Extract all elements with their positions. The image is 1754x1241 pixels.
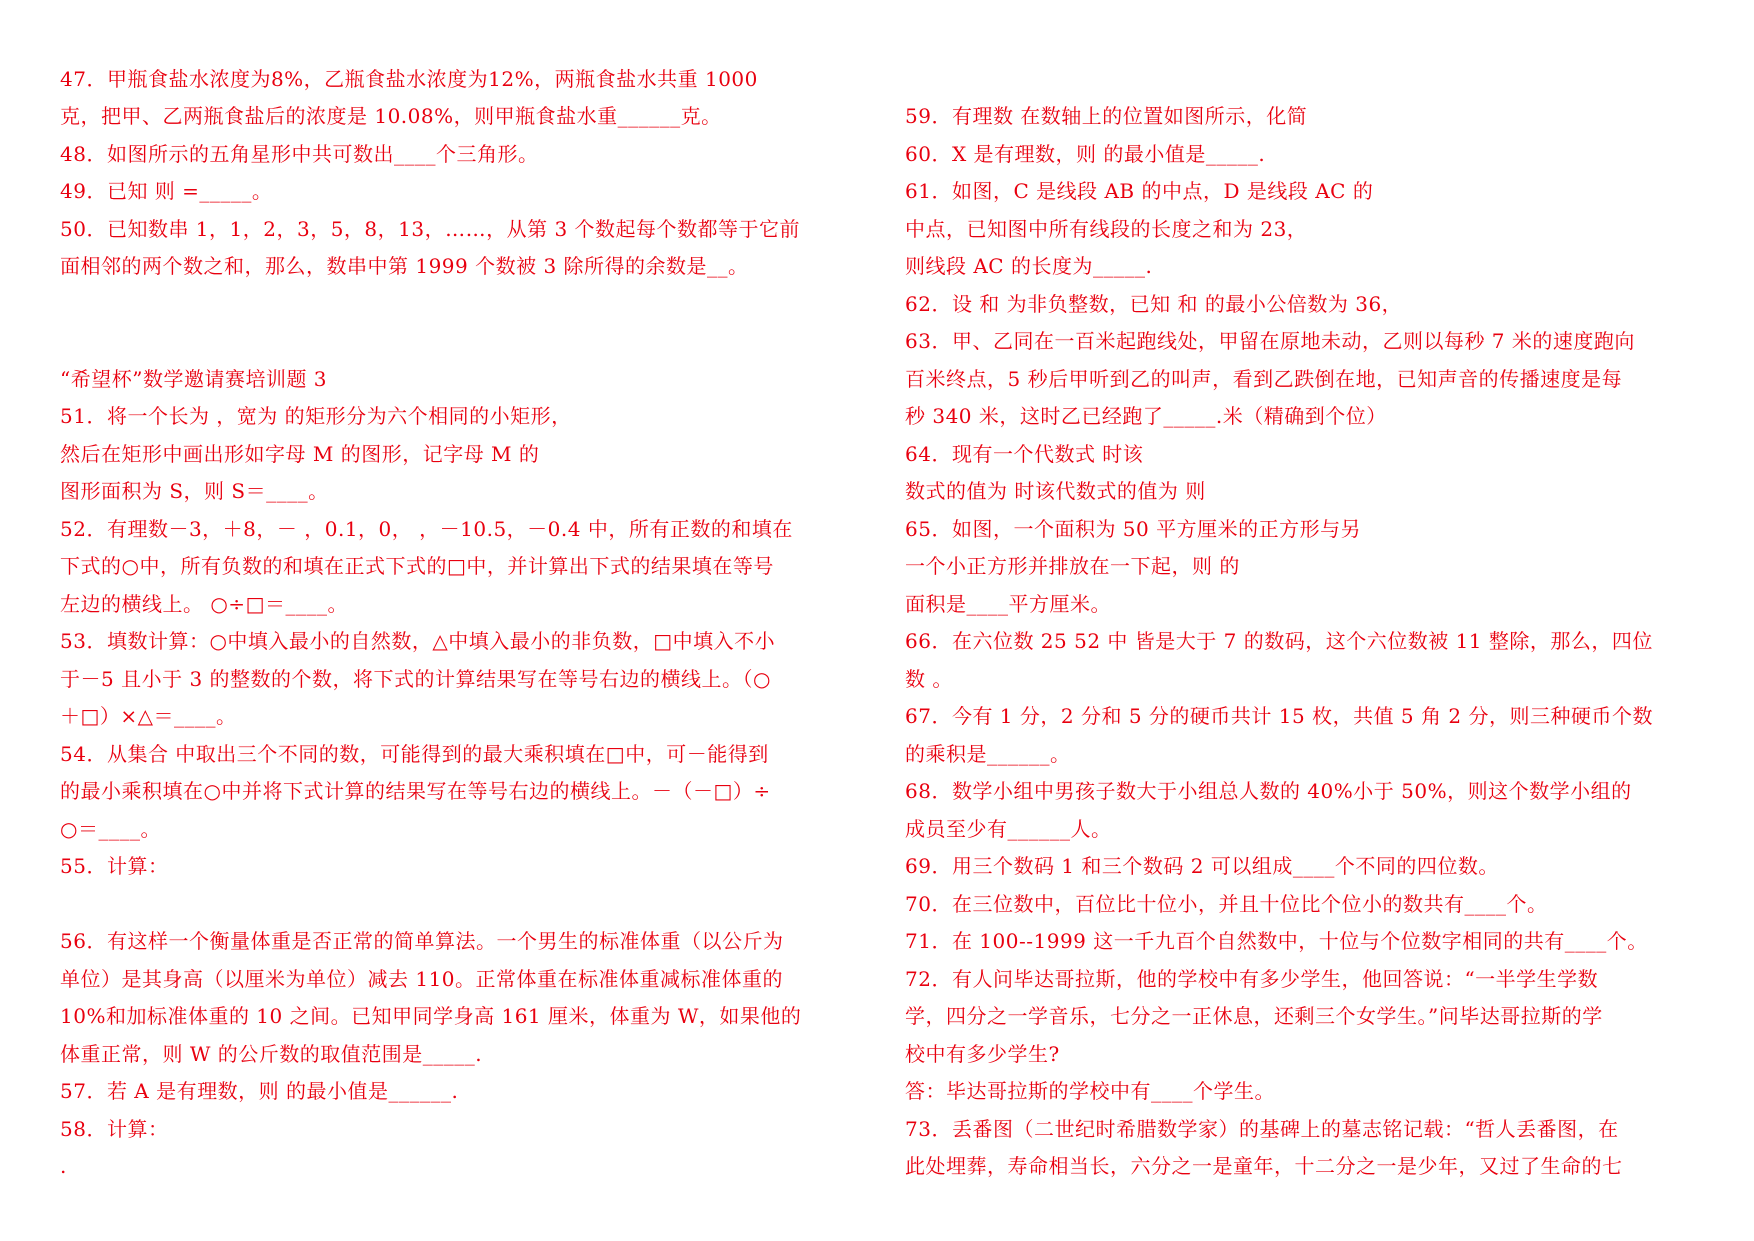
text-line: 单位）是其身高（以厘米为单位）减去 110。正常体重在标准体重减标准体重的 xyxy=(60,967,784,991)
text-line: 面相邻的两个数之和，那么，数串中第 1999 个数被 3 除所得的余数是__。 xyxy=(60,254,749,278)
text-line: 一个小正方形并排放在一下起，则 的 xyxy=(905,554,1240,578)
text-line: 55．计算： xyxy=(60,854,169,878)
text-line: 65．如图，一个面积为 50 平方厘米的正方形与另 xyxy=(905,517,1362,541)
text-line: 数式的值为 时该代数式的值为 则 xyxy=(905,479,1206,503)
text-line: 数 。 xyxy=(905,667,953,691)
text-line: 47．甲瓶食盐水浓度为8%，乙瓶食盐水浓度为12%，两瓶食盐水共重 1000 xyxy=(60,67,758,91)
text-line: 71．在 100--1999 这一千九百个自然数中，十位与个位数字相同的共有____个。 xyxy=(905,929,1648,953)
text-line: 64．现有一个代数式 时该 xyxy=(905,442,1144,466)
text-line: 50．已知数串 1，1，2，3，5，8，13，……，从第 3 个数起每个数都等于它前 xyxy=(60,217,801,241)
text-line: ○＝____。 xyxy=(60,817,161,841)
section-heading: “希望杯”数学邀请赛培训题 3 xyxy=(60,367,328,391)
text-line: 于－5 且小于 3 的整数的个数，将下式的计算结果写在等号右边的横线上。（○ xyxy=(60,667,771,691)
text-line: 49．已知 则 =_____。 xyxy=(60,179,273,203)
text-line: 然后在矩形中画出形如字母 M 的图形，记字母 M 的 xyxy=(60,442,540,466)
text-line: 54．从集合 中取出三个不同的数，可能得到的最大乘积填在□中，可－能得到 xyxy=(60,742,769,766)
text-line: 67．今有 1 分，2 分和 5 分的硬币共计 15 枚，共值 5 角 2 分，则三种硬币个数 xyxy=(905,704,1653,728)
text-line: 73．丢番图（二世纪时希腊数学家）的基碑上的墓志铭记载：“哲人丢番图，在 xyxy=(905,1117,1619,1141)
text-line: 校中有多少学生? xyxy=(905,1042,1060,1066)
text-line: ＋□）×△＝____。 xyxy=(60,704,237,728)
text-line: 59．有理数 在数轴上的位置如图所示，化简 xyxy=(905,104,1308,128)
text-line: 62．设 和 为非负整数，已知 和 的最小公倍数为 36， xyxy=(905,292,1403,316)
text-line: 中点，已知图中所有线段的长度之和为 23， xyxy=(905,217,1308,241)
text-line: 70．在三位数中，百位比十位小，并且十位比个位小的数共有____个。 xyxy=(905,892,1548,916)
text-line: 此处埋葬，寿命相当长，六分之一是童年，十二分之一是少年，又过了生命的七 xyxy=(905,1154,1623,1178)
text-line: 图形面积为 S，则 S＝____。 xyxy=(60,479,329,503)
text-line: 的乘积是______。 xyxy=(905,742,1071,766)
text-line: 48．如图所示的五角星形中共可数出____个三角形。 xyxy=(60,142,539,166)
text-line: 克，把甲、乙两瓶食盐后的浓度是 10.08%，则甲瓶食盐水重______克。 xyxy=(60,104,722,128)
text-line: 百米终点，5 秒后甲听到乙的叫声，看到乙跌倒在地，已知声音的传播速度是每 xyxy=(905,367,1623,391)
text-line: 10%和加标准体重的 10 之间。已知甲同学身高 161 厘米，体重为 W，如果他的 xyxy=(60,1004,802,1028)
text-line: 58．计算： xyxy=(60,1117,169,1141)
text-line: 60．X 是有理数，则 的最小值是_____. xyxy=(905,142,1266,166)
text-line: 则线段 AC 的长度为_____. xyxy=(905,254,1153,278)
text-line: 体重正常，则 W 的公斤数的取值范围是_____. xyxy=(60,1042,483,1066)
text-line: 69．用三个数码 1 和三个数码 2 可以组成____个不同的四位数。 xyxy=(905,854,1499,878)
text-line: 答：毕达哥拉斯的学校中有____个学生。 xyxy=(905,1079,1275,1103)
text-line: 面积是____平方厘米。 xyxy=(905,592,1111,616)
text-line: 51．将一个长为 ，宽为 的矩形分为六个相同的小矩形， xyxy=(60,404,572,428)
text-line: 66．在六位数 25 52 中 皆是大于 7 的数码，这个六位数被 11 整除，那么，四位 xyxy=(905,629,1653,653)
text-line: 成员至少有______人。 xyxy=(905,817,1112,841)
text-line: 56．有这样一个衡量体重是否正常的简单算法。一个男生的标准体重（以公斤为 xyxy=(60,929,784,953)
text-line: 左边的横线上。 ○÷□＝____。 xyxy=(60,592,348,616)
text-line: 53．填数计算：○中填入最小的自然数，△中填入最小的非负数，□中填入不小 xyxy=(60,629,776,653)
text-line: 57．若 A 是有理数，则 的最小值是______. xyxy=(60,1079,459,1103)
text-line: 秒 340 米，这时乙已经跑了_____.米（精确到个位） xyxy=(905,404,1387,428)
text-line: 下式的○中，所有负数的和填在正式下式的□中，并计算出下式的结果填在等号 xyxy=(60,554,774,578)
text-line: 61．如图，C 是线段 AB 的中点，D 是线段 AC 的 xyxy=(905,179,1374,203)
text-line: . xyxy=(60,1154,67,1178)
text-line: 52．有理数－3，＋8，－ ，0.1，0， ，－10.5，－0.4 中，所有正数的和填在 xyxy=(60,517,793,541)
text-line: 72．有人问毕达哥拉斯，他的学校中有多少学生，他回答说：“一半学生学数 xyxy=(905,967,1599,991)
text-line: 学，四分之一学音乐，七分之一正休息，还剩三个女学生。”问毕达哥拉斯的学 xyxy=(905,1004,1603,1028)
text-line: 68．数学小组中男孩子数大于小组总人数的 40%小于 50%，则这个数学小组的 xyxy=(905,779,1632,803)
text-line: 的最小乘积填在○中并将下式计算的结果写在等号右边的横线上。－（－□）÷ xyxy=(60,779,771,803)
text-line: 63．甲、乙同在一百米起跑线处，甲留在原地未动，乙则以每秒 7 米的速度跑向 xyxy=(905,329,1635,353)
